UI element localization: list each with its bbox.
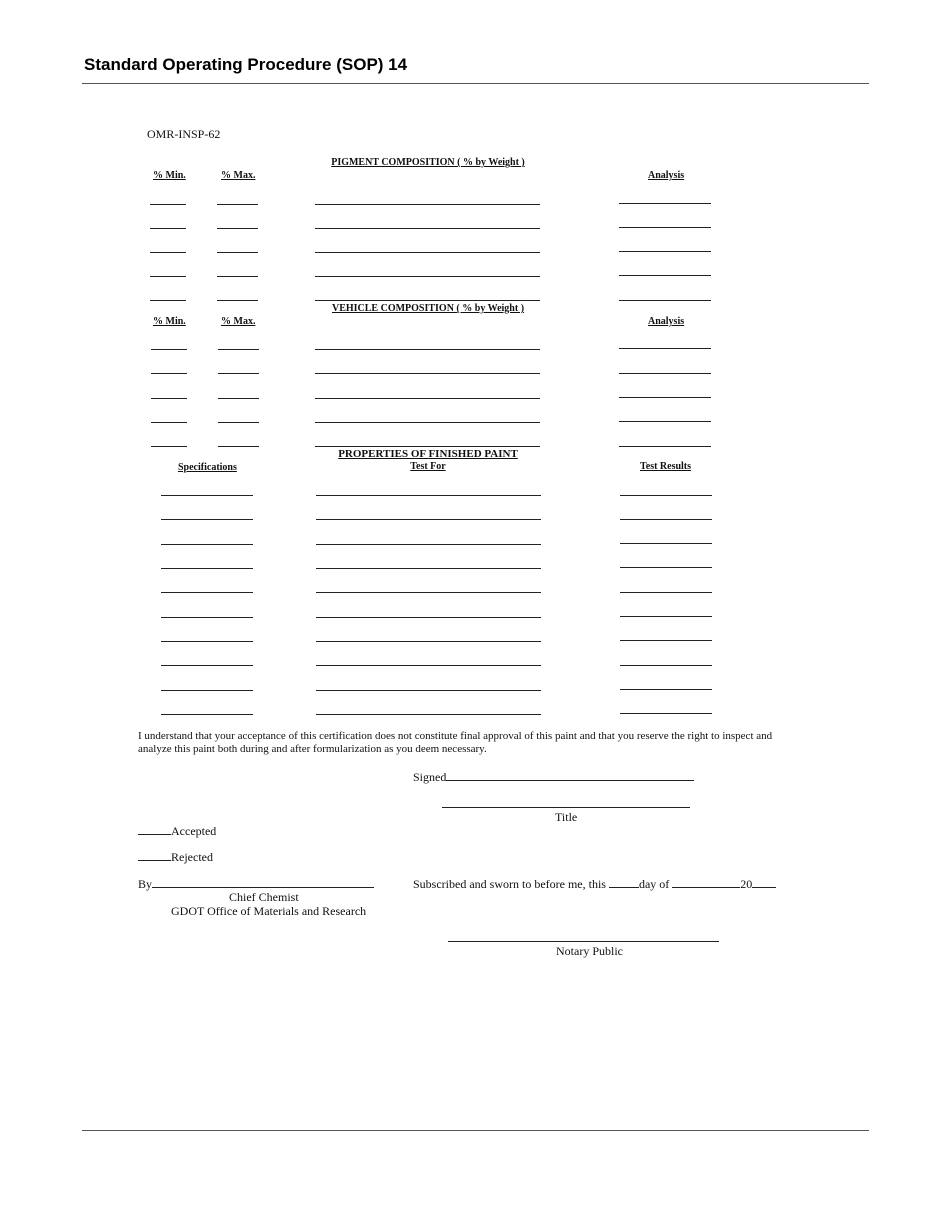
pigment-max-line bbox=[217, 204, 258, 205]
pigment-analysis-line bbox=[619, 275, 711, 276]
test-for-line bbox=[316, 690, 541, 691]
spec-line bbox=[161, 519, 253, 520]
test-result-line bbox=[620, 640, 712, 641]
pigment-name-line bbox=[315, 300, 540, 301]
vehicle-name-line bbox=[315, 446, 540, 447]
vehicle-min-line bbox=[151, 398, 187, 399]
vehicle-max-line bbox=[218, 398, 259, 399]
test-for-line bbox=[316, 714, 541, 715]
test-for-line bbox=[316, 617, 541, 618]
pigment-col-analysis: Analysis bbox=[648, 170, 685, 181]
pigment-min-line bbox=[150, 300, 186, 301]
sworn-year-line[interactable] bbox=[752, 877, 776, 888]
spec-line bbox=[161, 690, 253, 691]
test-result-line bbox=[620, 543, 712, 544]
vehicle-name-line bbox=[315, 398, 540, 399]
test-result-line bbox=[620, 713, 712, 714]
pigment-max-line bbox=[217, 300, 258, 301]
pigment-analysis-line bbox=[619, 227, 711, 228]
vehicle-min-line bbox=[151, 422, 187, 423]
by-label: By bbox=[138, 877, 153, 891]
spec-line bbox=[161, 592, 253, 593]
test-result-line bbox=[620, 567, 712, 568]
test-for-line bbox=[316, 641, 541, 642]
pigment-name-line bbox=[315, 204, 540, 205]
pigment-name-line bbox=[315, 252, 540, 253]
spec-line bbox=[161, 568, 253, 569]
vehicle-min-line bbox=[151, 373, 187, 374]
signed-label: Signed bbox=[413, 770, 447, 784]
test-result-line bbox=[620, 665, 712, 666]
spec-line bbox=[161, 544, 253, 545]
by-line[interactable] bbox=[152, 877, 374, 888]
pigment-col-min: % Min. bbox=[153, 170, 186, 181]
sworn-day-of: day of bbox=[638, 877, 670, 891]
vehicle-min-line bbox=[151, 446, 187, 447]
pigment-min-line bbox=[150, 276, 186, 277]
pigment-max-line bbox=[217, 252, 258, 253]
pigment-analysis-line bbox=[619, 300, 711, 301]
test-for-line bbox=[316, 592, 541, 593]
test-result-line bbox=[620, 519, 712, 520]
test-result-line bbox=[620, 616, 712, 617]
header-divider bbox=[82, 83, 869, 84]
pigment-name-line bbox=[315, 276, 540, 277]
pigment-analysis-line bbox=[619, 251, 711, 252]
rejected-label: Rejected bbox=[171, 850, 213, 864]
vehicle-analysis-line bbox=[619, 421, 711, 422]
notary-line[interactable] bbox=[448, 941, 719, 942]
properties-col-test-results: Test Results bbox=[640, 461, 692, 472]
certification-statement: I understand that your acceptance of this certification does not constitute final approval of this paint and that you reserve the right to inspect and analyze this paint both during and after formularization as you deem necessary. bbox=[138, 730, 773, 755]
title-line[interactable] bbox=[442, 807, 690, 808]
vehicle-name-line bbox=[315, 349, 540, 350]
pigment-min-line bbox=[150, 204, 186, 205]
sworn-block bbox=[413, 877, 776, 892]
rejected-line[interactable] bbox=[138, 850, 171, 861]
chief-chemist-label: Chief Chemist bbox=[229, 890, 299, 904]
vehicle-name-line bbox=[315, 422, 540, 423]
vehicle-analysis-line bbox=[619, 348, 711, 349]
vehicle-section-title: VEHICLE COMPOSITION ( % by Weight ) bbox=[331, 303, 525, 314]
sworn-day-line[interactable] bbox=[609, 877, 639, 888]
pigment-max-line bbox=[217, 228, 258, 229]
spec-line bbox=[161, 495, 253, 496]
pigment-col-max: % Max. bbox=[221, 170, 256, 181]
sworn-prefix: Subscribed and sworn to before me, this bbox=[413, 877, 606, 891]
pigment-analysis-line bbox=[619, 203, 711, 204]
form-id: OMR-INSP-62 bbox=[147, 127, 221, 141]
vehicle-name-line bbox=[315, 373, 540, 374]
vehicle-analysis-line bbox=[619, 446, 711, 447]
properties-section-title: PROPERTIES OF FINISHED PAINT bbox=[338, 448, 518, 460]
pigment-name-line bbox=[315, 228, 540, 229]
vehicle-max-line bbox=[218, 446, 259, 447]
spec-line bbox=[161, 665, 253, 666]
vehicle-max-line bbox=[218, 422, 259, 423]
title-label: Title bbox=[555, 810, 578, 824]
signed-block bbox=[413, 770, 694, 785]
test-result-line bbox=[620, 592, 712, 593]
spec-line bbox=[161, 617, 253, 618]
rejected-block bbox=[138, 850, 213, 865]
pigment-min-line bbox=[150, 228, 186, 229]
spec-line bbox=[161, 641, 253, 642]
footer-divider bbox=[82, 1130, 869, 1131]
sworn-month-line[interactable] bbox=[672, 877, 740, 888]
accepted-block bbox=[138, 824, 216, 839]
spec-line bbox=[161, 714, 253, 715]
properties-col-test-for: Test For bbox=[410, 461, 446, 472]
test-for-line bbox=[316, 544, 541, 545]
signed-line[interactable] bbox=[446, 770, 694, 781]
vehicle-max-line bbox=[218, 349, 259, 350]
test-result-line bbox=[620, 495, 712, 496]
pigment-min-line bbox=[150, 252, 186, 253]
page-title: Standard Operating Procedure (SOP) 14 bbox=[84, 55, 408, 74]
office-label: GDOT Office of Materials and Research bbox=[171, 904, 367, 918]
test-for-line bbox=[316, 519, 541, 520]
accepted-line[interactable] bbox=[138, 824, 171, 835]
test-for-line bbox=[316, 568, 541, 569]
vehicle-col-analysis: Analysis bbox=[648, 316, 685, 327]
vehicle-analysis-line bbox=[619, 373, 711, 374]
vehicle-col-min: % Min. bbox=[153, 316, 186, 327]
vehicle-min-line bbox=[151, 349, 187, 350]
accepted-label: Accepted bbox=[171, 824, 217, 838]
sworn-year-prefix: 20 bbox=[740, 877, 753, 891]
vehicle-analysis-line bbox=[619, 397, 711, 398]
pigment-max-line bbox=[217, 276, 258, 277]
properties-col-specifications: Specifications bbox=[178, 462, 237, 473]
test-for-line bbox=[316, 495, 541, 496]
vehicle-col-max: % Max. bbox=[221, 316, 256, 327]
vehicle-max-line bbox=[218, 373, 259, 374]
test-result-line bbox=[620, 689, 712, 690]
pigment-section-title: PIGMENT COMPOSITION ( % by Weight ) bbox=[331, 157, 525, 168]
notary-public-label: Notary Public bbox=[556, 944, 623, 958]
test-for-line bbox=[316, 665, 541, 666]
